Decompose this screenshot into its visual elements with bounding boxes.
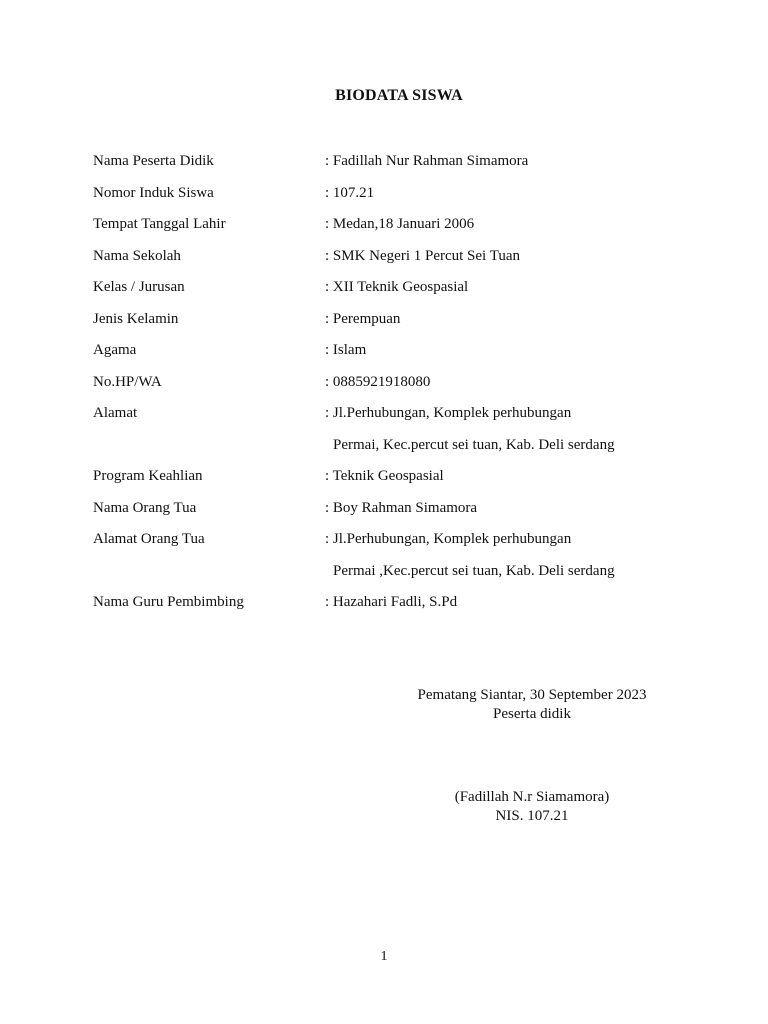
field-label: Nama Peserta Didik [93, 153, 214, 169]
field-nama-orang-tua [93, 497, 713, 529]
field-agama [93, 339, 713, 371]
field-value: : Boy Rahman Simamora [325, 499, 478, 516]
field-value-continued: Permai ,Kec.percut sei tuan, Kab. Deli serdang [333, 562, 615, 579]
field-value: : Hazahari Fadli, S.Pd [325, 594, 458, 610]
field-alamat [93, 402, 713, 434]
field-nama-sekolah [93, 245, 713, 277]
field-label: Tempat Tanggal Lahir [93, 216, 226, 232]
field-value: : Medan,18 Januari 2006 [325, 216, 475, 232]
signature-role: Peserta didik [493, 706, 571, 722]
field-value-continued: Permai, Kec.percut sei tuan, Kab. Deli serdang [333, 436, 615, 453]
field-nama-guru-pembimbing [93, 591, 713, 623]
field-tempat-tanggal-lahir [93, 213, 713, 245]
page-title: BIODATA SISWA [335, 87, 463, 104]
field-label: Alamat [93, 405, 138, 421]
biodata-table [93, 150, 713, 623]
field-alamat-orang-tua-continued [93, 560, 713, 592]
field-label: Alamat Orang Tua [93, 531, 205, 547]
signature-footer [392, 788, 672, 826]
field-nama-peserta-didik [93, 150, 713, 182]
signature-header [392, 686, 672, 724]
field-label: Nomor Induk Siswa [93, 184, 214, 201]
field-nomor-induk-siswa [93, 182, 713, 214]
field-program-keahlian [93, 465, 713, 497]
field-label: Jenis Kelamin [93, 310, 179, 327]
field-kelas-jurusan [93, 276, 713, 308]
field-label: Nama Guru Pembimbing [93, 594, 244, 610]
signature-place-date: Pematang Siantar, 30 September 2023 [417, 687, 647, 703]
field-alamat-continued [93, 434, 713, 466]
field-label: Nama Orang Tua [93, 499, 197, 516]
field-value: : SMK Negeri 1 Percut Sei Tuan [325, 247, 520, 264]
field-label: No.HP/WA [93, 373, 162, 390]
field-value: : 0885921918080 [325, 373, 431, 390]
page-number: 1 [380, 949, 388, 964]
field-value: : Perempuan [325, 310, 401, 327]
field-label: Kelas / Jurusan [93, 279, 185, 295]
field-label: Program Keahlian [93, 468, 203, 484]
field-label: Agama [93, 342, 137, 358]
field-value: : Teknik Geospasial [325, 468, 444, 484]
field-value: : Fadillah Nur Rahman Simamora [325, 153, 529, 169]
field-value: : 107.21 [325, 184, 375, 201]
signature-name: (Fadillah N.r Siamamora) [454, 789, 610, 805]
field-no-hp-wa [93, 371, 713, 403]
field-label: Nama Sekolah [93, 247, 181, 264]
field-value: : Jl.Perhubungan, Komplek perhubungan [325, 531, 572, 547]
field-value: : XII Teknik Geospasial [325, 279, 469, 295]
field-value: : Islam [325, 342, 367, 358]
field-alamat-orang-tua [93, 528, 713, 560]
field-value: : Jl.Perhubungan, Komplek perhubungan [325, 405, 572, 421]
signature-nis: NIS. 107.21 [495, 808, 569, 824]
field-jenis-kelamin [93, 308, 713, 340]
